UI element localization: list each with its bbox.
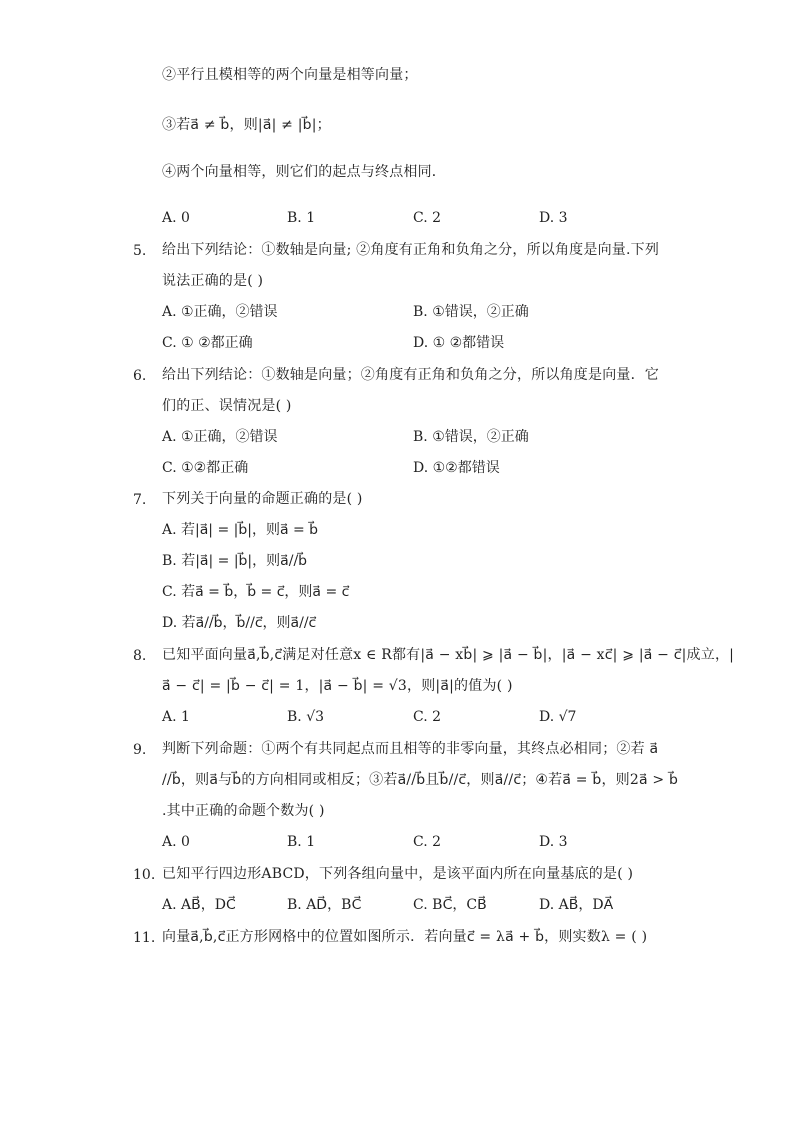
- q4-option-b: B. 1: [287, 210, 316, 226]
- option-a: A. ①正确，②错误: [162, 304, 278, 320]
- statement-2: ②平行且模相等的两个向量是相等向量；: [162, 67, 418, 83]
- option-a: A. ①正确，②错误: [162, 429, 278, 445]
- option-a: A. 若|a⃗| = |b⃗|，则a⃗ = b⃗: [162, 522, 319, 538]
- option-a: A. 0: [162, 834, 190, 850]
- question-text: 给出下列结论：①数轴是向量; ②角度有正角和负角之分，所以角度是向量.下列: [162, 242, 660, 258]
- question-text: 说法正确的是( ): [162, 273, 264, 289]
- option-c: C. ①②都正确: [162, 460, 249, 476]
- question-text: 判断下列命题：①两个有共同起点而且相等的非零向量，其终点必相同；②若 a⃗: [162, 741, 659, 757]
- option-b: B. ①错误，②正确: [413, 304, 529, 320]
- question-number: 10.: [133, 867, 156, 883]
- option-d: D. ①②都错误: [413, 460, 500, 476]
- q4-option-c: C. 2: [413, 210, 442, 226]
- question-text: 下列关于向量的命题正确的是( ): [162, 491, 363, 507]
- statement-4: ④两个向量相等，则它们的起点与终点相同．: [162, 164, 446, 180]
- option-b: B. 若|a⃗| = |b⃗|，则a⃗//b⃗: [162, 553, 308, 569]
- question-text: 已知平行四边形ABCD，下列各组向量中，是该平面内所在向量基底的是( ): [162, 866, 634, 882]
- option-b: B. ①错误，②正确: [413, 429, 529, 445]
- option-b: B. 1: [287, 834, 316, 850]
- question-text: 们的正、误情况是( ): [162, 398, 292, 414]
- option-b: B. √3: [287, 709, 325, 725]
- option-a: A. 1: [162, 709, 190, 725]
- option-c: C. 2: [413, 834, 442, 850]
- option-d: D. ① ②都错误: [413, 335, 505, 351]
- option-d: D. √7: [539, 709, 577, 725]
- option-a: A. AB⃗，DC⃗: [162, 897, 236, 913]
- option-d: D. 若a⃗//b⃗，b⃗//c⃗，则a⃗//c⃗: [162, 615, 317, 631]
- option-c: C. 2: [413, 709, 442, 725]
- question-number: 5.: [133, 243, 147, 259]
- question-text: .其中正确的命题个数为( ): [162, 803, 325, 819]
- option-b: B. AD⃗，BC⃗: [287, 897, 362, 913]
- statement-3: ③若a⃗ ≠ b⃗，则|a⃗| ≠ |b⃗|；: [162, 117, 331, 133]
- question-text: 给出下列结论：①数轴是向量；②角度有正角和负角之分，所以角度是向量．它: [162, 367, 659, 383]
- question-number: 8.: [133, 648, 147, 664]
- question-text: 已知平面向量a⃗,b⃗,c⃗满足对任意x ∈ R都有|a⃗ − xb⃗| ⩾ |a⃗ − b⃗|，|a⃗ − xc⃗| ⩾ |a⃗ − c⃗|成立，|: [162, 647, 735, 663]
- question-text: a⃗ − c⃗| = |b⃗ − c⃗| = 1，|a⃗ − b⃗| = √3，则|a⃗|的值为( ): [162, 678, 513, 694]
- option-d: D. 3: [539, 834, 568, 850]
- question-text: 向量a⃗,b⃗,c⃗正方形网格中的位置如图所示．若向量c⃗ = λa⃗ + b⃗，则实数λ = ( ): [162, 929, 648, 945]
- question-number: 11.: [133, 930, 156, 946]
- q4-option-d: D. 3: [539, 210, 568, 226]
- option-c: C. BC⃗，CB⃗: [413, 897, 487, 913]
- question-number: 9.: [133, 742, 147, 758]
- question-number: 6.: [133, 368, 147, 384]
- option-c: C. ① ②都正确: [162, 335, 253, 351]
- option-c: C. 若a⃗ = b⃗，b⃗ = c⃗，则a⃗ = c⃗: [162, 584, 350, 600]
- q4-option-a: A. 0: [162, 210, 190, 226]
- question-text: //b⃗，则a⃗与b⃗的方向相同或相反；③若a⃗//b⃗且b⃗//c⃗，则a⃗//c⃗；④若a⃗ = b⃗，则2a⃗ > b⃗: [162, 772, 679, 788]
- question-number: 7.: [133, 492, 147, 508]
- option-d: D. AB⃗，DA⃗: [539, 897, 614, 913]
